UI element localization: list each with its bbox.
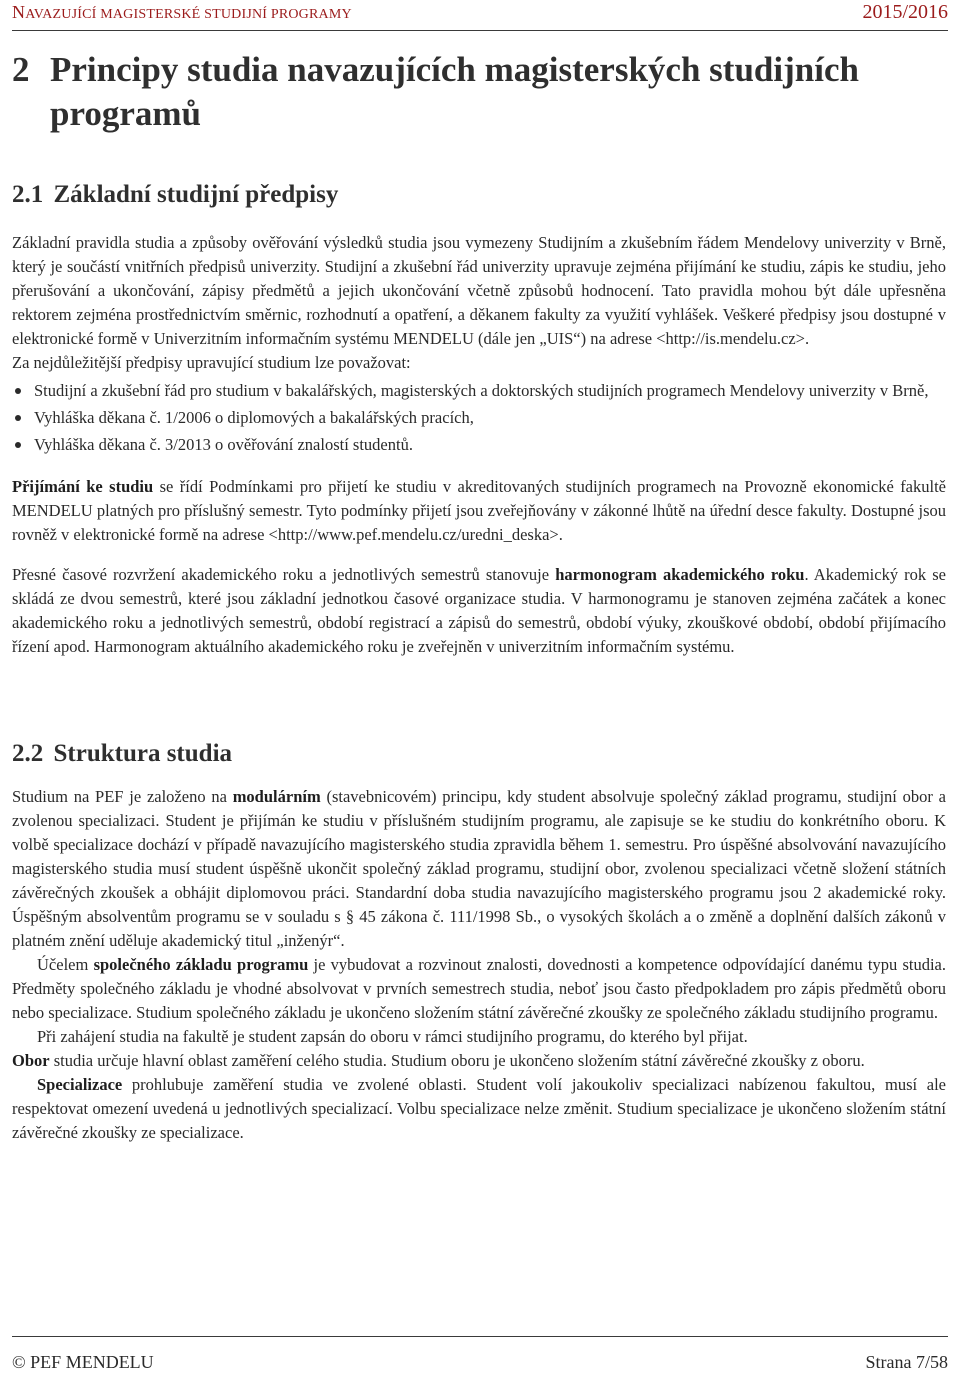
header-title-initial: N	[12, 2, 26, 22]
section-heading-2-1	[12, 180, 946, 210]
paragraph-modular	[12, 785, 946, 953]
bold-term: Specializace	[37, 1075, 123, 1094]
section-title: Struktura studia	[53, 740, 233, 767]
paragraph-calendar	[12, 563, 946, 659]
paragraph-text: . Akademický rok se skládá ze dvou semestrů, které jsou základní jednotkou časové organizace studia. V harmonogramu je stanoven zejména začátek a konec akademického roku a jednotlivých semestrů, období registrací a zápisů do semestrů, období výuky, zkouškové období, období přijímacího řízení apod. Harmonogram aktuálního akademického roku je zveřejněn v univerzitním informačním systému.	[12, 565, 947, 656]
paragraph-text: Studium na PEF je založeno na	[12, 787, 233, 806]
regulations-list	[12, 379, 946, 457]
bold-term: Obor	[12, 1051, 50, 1070]
chapter-title: Principy studia navazujících magisterských studijních programů	[50, 50, 859, 133]
paragraph-admission	[12, 475, 946, 547]
footer-copyright: © PEF MENDELU	[12, 1352, 154, 1372]
paragraph-common-base	[12, 953, 946, 1025]
section-title: Základní studijní předpisy	[53, 181, 339, 208]
header-year: 2015/2016	[862, 1, 948, 23]
paragraph-text: studia určuje hlavní oblast zaměření celého studia. Studium oboru je ukončeno složením státní závěrečné zkoušky z oboru.	[49, 1051, 865, 1070]
paragraph-text: se řídí Podmínkami pro přijetí ke studiu v akreditovaných studijních programech na Provozně ekonomické fakultě MENDELU platných pro příslušný semestr. Tyto podmínky přijetí jsou zveřejňovány v zákonné lhůtě na úřední desce fakulty. Dostupné jsou rovněž v elektronické formě na adrese <http://www.pef.mendelu.cz/uredni_deska>.	[12, 477, 946, 544]
page-content	[12, 48, 946, 1145]
list-item: Vyhláška děkana č. 1/2006 o diplomových a bakalářských pracích,	[12, 406, 946, 430]
paragraph-text: Účelem	[37, 955, 94, 974]
section-heading-2-2	[12, 739, 946, 769]
section-number: 2.1	[12, 181, 44, 208]
page-footer	[12, 1336, 948, 1372]
bold-term: modulárním	[232, 787, 321, 806]
paragraph-text: (stavebnicovém) principu, kdy student absolvuje společný základ programu, studijní obor a zvolenou specializaci. Student je přijímán ke studiu v příslušném studijním programu, ale zapisuje se ke studiu do konkrétního oboru. K volbě specializace dochází v případě navazujícího magisterského studia zpravidla během 1. semestru. Pro úspěšné absolvování navazujícího magisterského studia musí student úspěšně ukončit společný základ programu, studijní obor, zvolenou specializaci včetně složení státních závěrečných zkoušek a obhájit diplomovou práci. Standardní doba studia navazujícího magisterského programu jsou 2 akademické roky. Úspěšným absolventům programu se v souladu s § 45 zákona č. 111/1998 Sb., o vysokých školách a o změně a doplnění dalších zákonů v platném znění uděluje akademický titul „inženýr“.	[12, 787, 946, 950]
list-item: Vyhláška děkana č. 3/2013 o ověřování znalostí studentů.	[12, 433, 946, 457]
header-title-rest: AVAZUJÍCÍ MAGISTERSKÉ STUDIJNÍ PROGRAMY	[25, 7, 352, 22]
paragraph-specialization	[12, 1073, 946, 1145]
paragraph-text: prohlubuje zaměření studia ve zvolené oblasti. Student volí jakoukoliv specializaci nabízenou fakultou, musí ale respektovat omezení uvedená u jednotlivých specializací. Volbu specializace nelze změnit. Studium specializace je ukončeno složením státní závěrečné zkoušky ze specializace.	[12, 1075, 946, 1142]
bold-term: harmonogram akademického roku	[555, 565, 805, 584]
paragraph-enrollment: Při zahájení studia na fakultě je student zapsán do oboru v rámci studijního programu, do kterého byl přijat.	[37, 1027, 748, 1046]
paragraph-important-regulations: Za nejdůležitější předpisy upravující studium lze považovat:	[12, 353, 411, 372]
section-number: 2.2	[12, 740, 44, 767]
header-title	[12, 2, 352, 23]
chapter-number: 2	[12, 50, 30, 89]
paragraph-field	[12, 1049, 946, 1073]
paragraph-regulations: Základní pravidla studia a způsoby ověřování výsledků studia jsou vymezeny Studijním a zkušebním řádem Mendelovy univerzity v Brně, který je součástí vnitřních předpisů univerzity. Studijní a zkušební řád univerzity upravuje zejména přijímání ke studiu, zápis ke studiu, jeho přerušování a ukončování, zápisy předmětů a jejich ukončování včetně způsobů hodnocení. Tato pravidla mohou být dále upřesněna rektorem zejména prostřednictvím směrnic, rozhodnutí a opatření, a děkanem fakulty za využití vyhlášek. Veškeré předpisy jsou dostupné v elektronické formě v Univerzitním informačním systému MENDELU (dále jen „UIS“) na adrese <http://is.mendelu.cz>.	[12, 233, 946, 348]
list-item: Studijní a zkušební řád pro studium v bakalářských, magisterských a doktorských studijních programech Mendelovy univerzity v Brně,	[12, 379, 946, 403]
chapter-heading	[12, 48, 946, 136]
bold-term: Přijímání ke studiu	[12, 477, 154, 496]
footer-page-number: Strana 7/58	[865, 1352, 948, 1372]
paragraph-text: je vybudovat a rozvinout znalosti, dovednosti a kompetence odpovídající danému typu studia. Předměty společného základu je vhodné absolvovat v prvních semestrech studia, neboť jsou často předpokladem pro zápis předmětů oboru nebo specializace. Studium společného základu je ukončeno složením státní závěrečné zkoušky ze společného základu studijního programu.	[12, 955, 947, 1022]
page-header	[12, 0, 948, 31]
bold-term: společného základu programu	[93, 955, 309, 974]
paragraph-text: Přesné časové rozvržení akademického roku a jednotlivých semestrů stanovuje	[12, 565, 556, 584]
